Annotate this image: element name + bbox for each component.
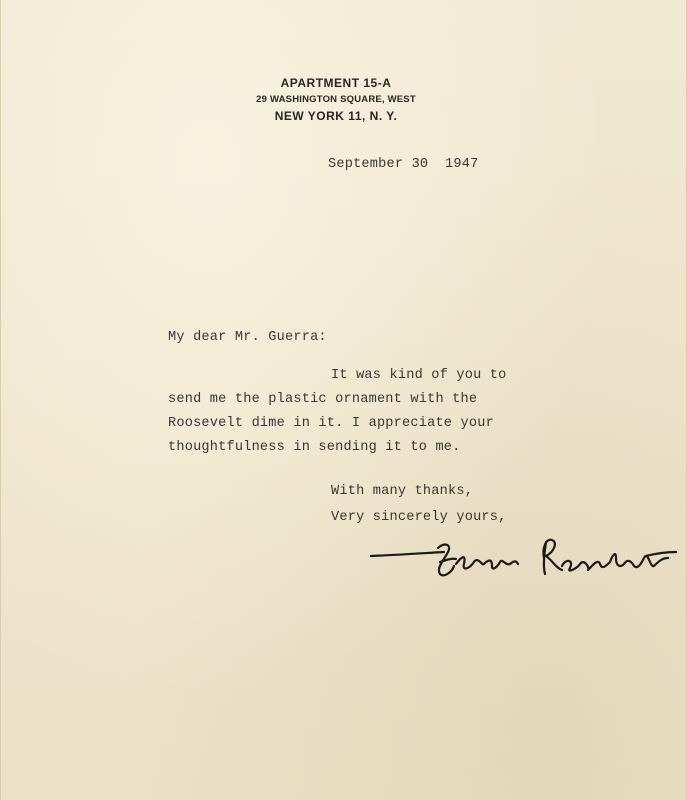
handwritten-signature [366, 528, 686, 598]
body-line-1: It was kind of you to [331, 368, 507, 383]
letter-closing-thanks: With many thanks, [331, 484, 474, 499]
letterhead-street: 29 WASHINGTON SQUARE, WEST [256, 93, 416, 105]
body-line-4: thoughtfulness in sending it to me. [168, 440, 461, 455]
letterhead-city: NEW YORK 11, N. Y. [274, 109, 398, 124]
letterhead [231, 74, 441, 126]
body-line-2: send me the plastic ornament with the [168, 392, 478, 407]
letter-date: September 30 1947 [328, 157, 479, 172]
letter-closing-valediction: Very sincerely yours, [331, 510, 507, 525]
letterhead-apartment: APARTMENT 15-A [280, 76, 392, 90]
body-line-3: Roosevelt dime in it. I appreciate your [168, 416, 494, 431]
letter-salutation: My dear Mr. Guerra: [168, 330, 327, 345]
